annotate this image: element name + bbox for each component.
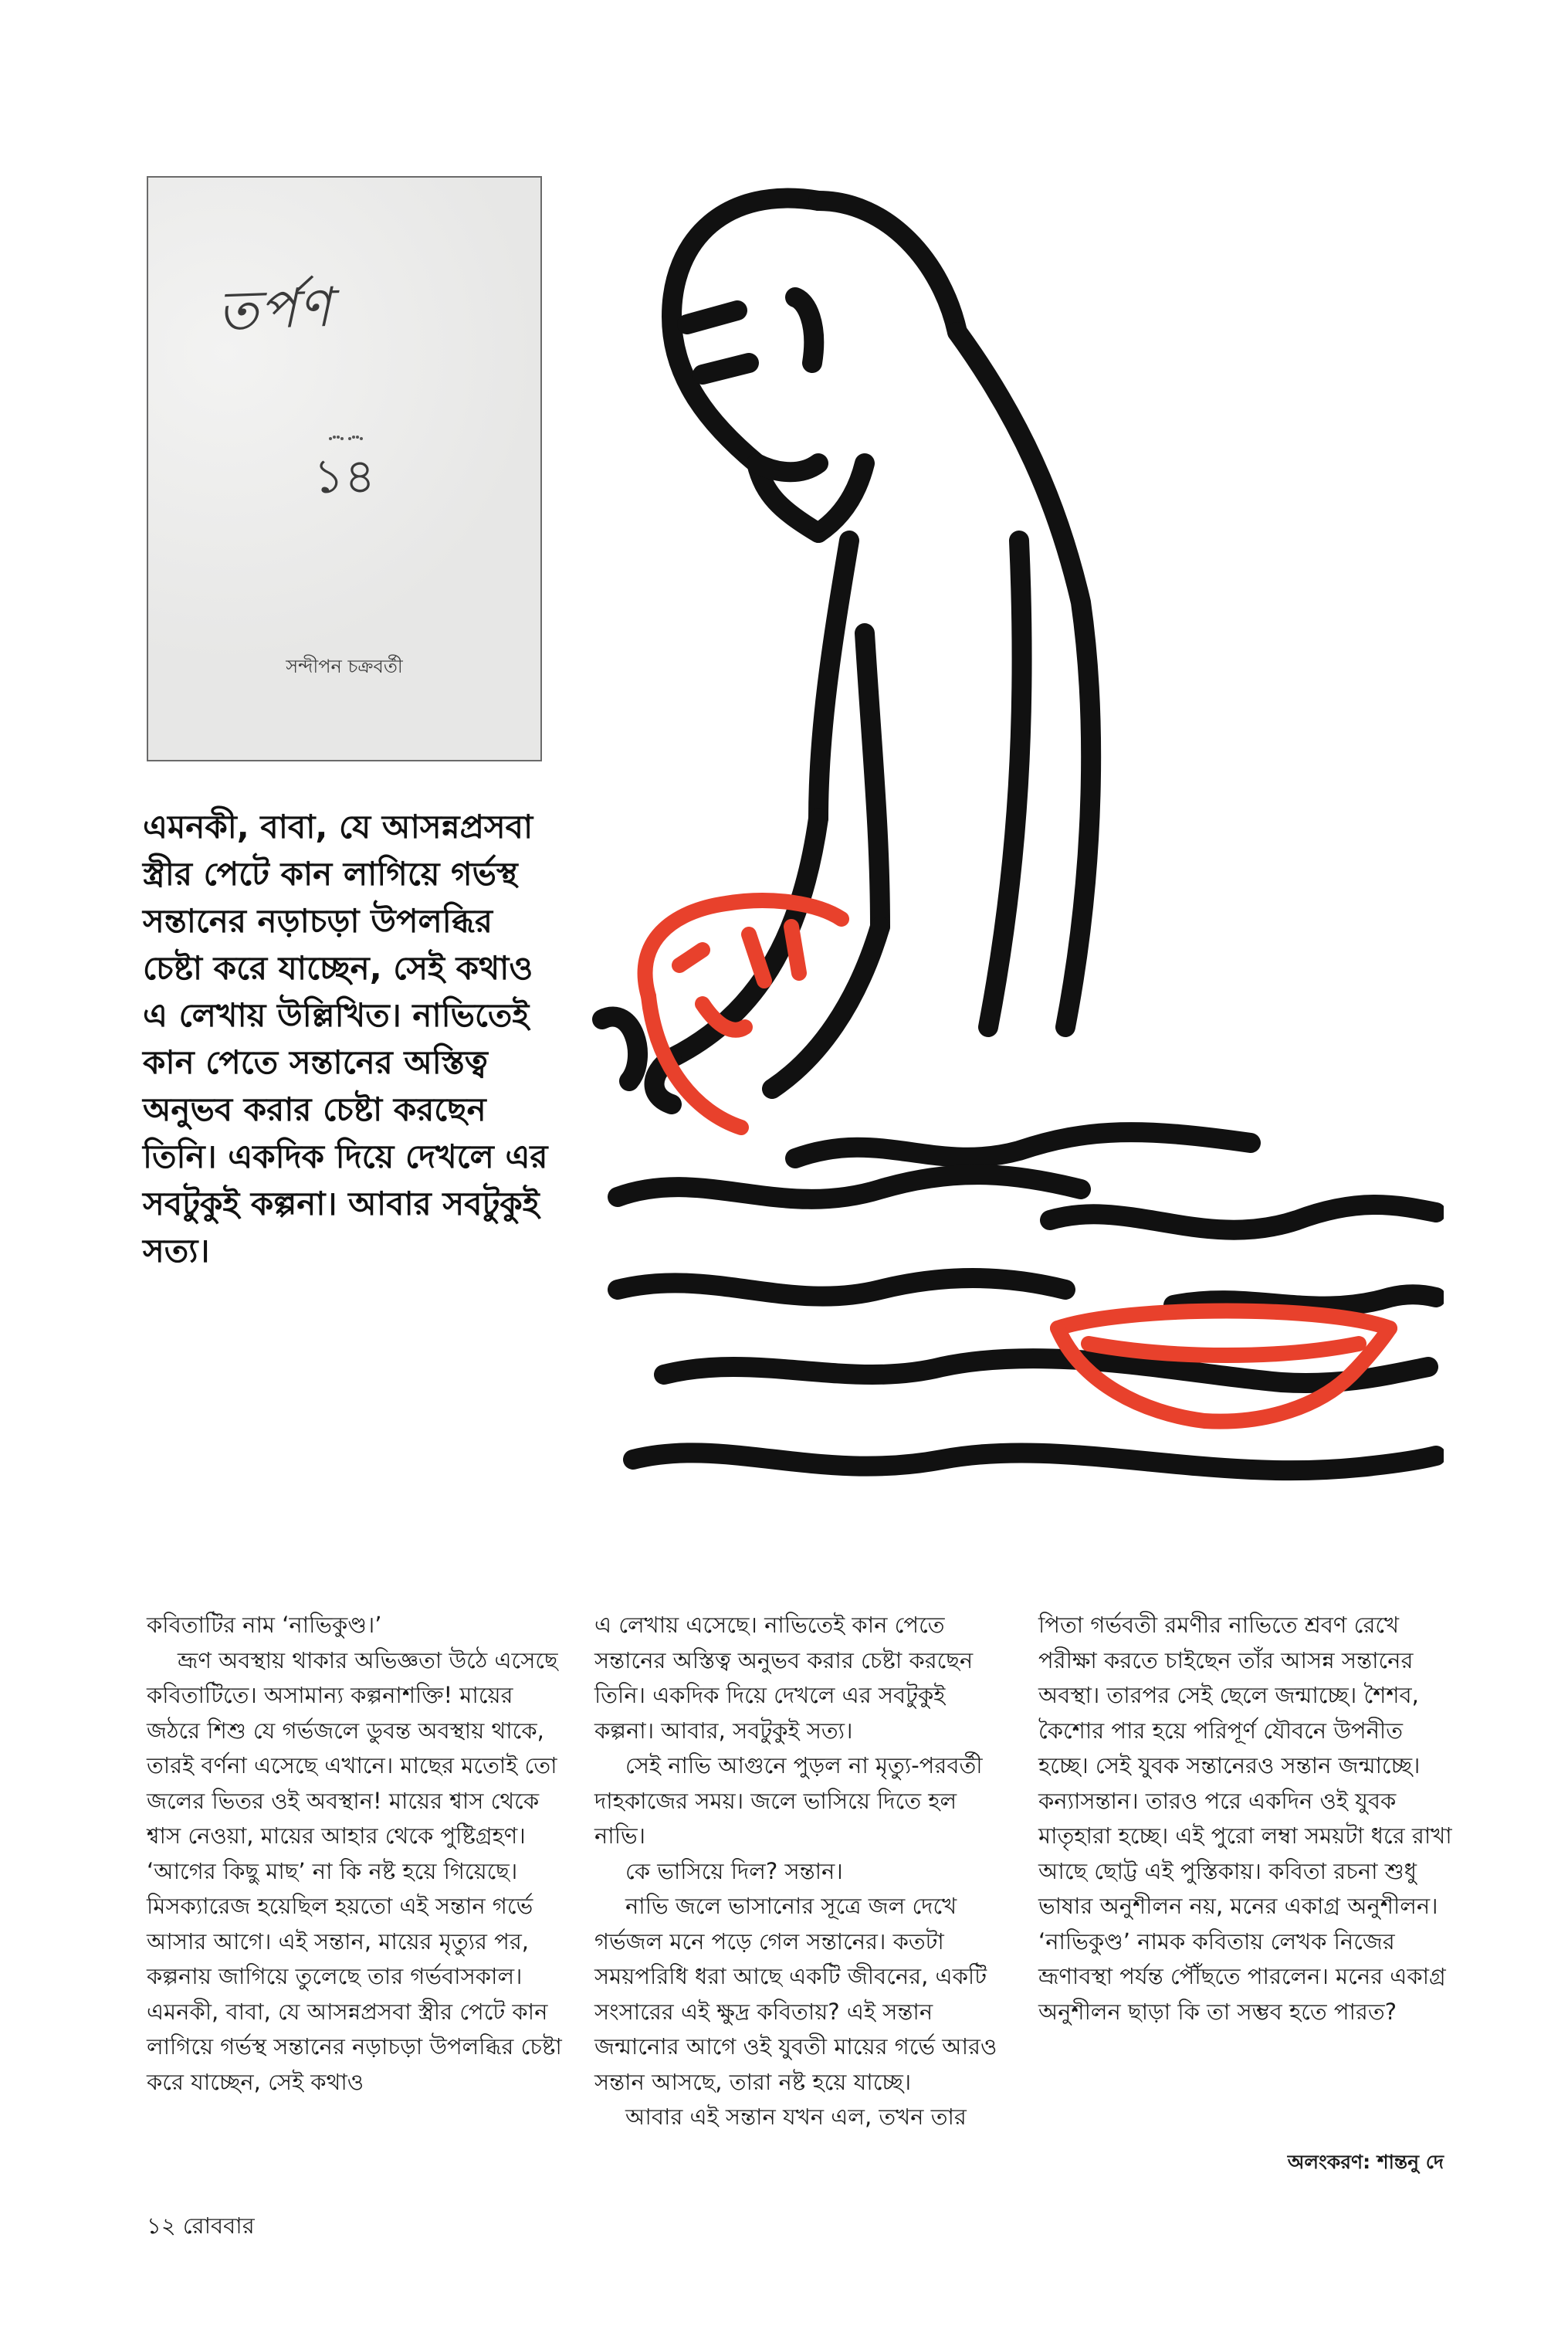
article-paragraph: ভ্রূণ অবস্থায় থাকার অভিজ্ঞতা উঠে এসেছে কবিতাটিতে। অসামান্য কল্পনাশক্তি! মায়ের জঠরে শিশু যে গর্ভজলে ডুবন্ত অবস্থায় থাকে, তারই বর্ণনা এসেছে এখানে। মাছের মতোই তো জলের ভিতর ওই অবস্থান! মায়ের শ্বাস থেকে শ্বাস নেওয়া, মায়ের আহার থেকে পুষ্টিগ্রহণ। ‘আগের কিছু মাছ’ না কি নষ্ট হয়ে গিয়েছে। মিসক্যারেজ হয়েছিল হয়তো এই সন্তান গর্ভে আসার আগে। এই সন্তান, মায়ের মৃত্যুর পর, কল্পনায় জাগিয়ে তুলেছে তার গর্ভবাসকাল। এমনকী, বাবা, যে আসন্নপ্রসবা স্ত্রীর পেটে কান লাগিয়ে গর্ভস্থ সন্তানের নড়াচড়া উপলব্ধির চেষ্টা করে যাচ্ছেন, সেই কথাও — [147, 1646, 562, 2095]
cover-author: সন্দীপন চক্রবর্তী — [286, 656, 403, 677]
article-paragraph: পিতা গর্ভবতী রমণীর নাভিতে শ্রবণ রেখে পরীক্ষা করতে চাইছেন তাঁর আসন্ন সন্তানের অবস্থা। তারপর সেই ছেলে জন্মাচ্ছে। শৈশব, কৈশোর পার হয়ে পরিপূর্ণ যৌবনে উপনীত হচ্ছে। সেই যুবক সন্তানেরও সন্তান জন্মাচ্ছে। কন্যাসন্তান। তারও পরে একদিন ওই যুবক মাতৃহারা হচ্ছে। এই পুরো লম্বা সময়টা ধরে রাখা আছে ছোট্ট এই পুস্তিকায়। কবিতা রচনা শুধু ভাষার অনুশীলন নয়, মনের একাগ্র অনুশীলন। ‘নাভিকুণ্ড’ নামক কবিতায় লেখক নিজের ভ্রূণাবস্থা পর্যন্ত পৌঁছতে পারলেন। মনের একাগ্র অনুশীলন ছাড়া কি তা সম্ভব হতে পারত? — [1038, 1612, 1452, 2025]
cover-number: ১৪ — [313, 448, 376, 504]
pull-quote: এমনকী, বাবা, যে আসন্নপ্রসবা স্ত্রীর পেটে কান লাগিয়ে গর্ভস্থ সন্তানের নড়াচড়া উপলব্ধির চেষ্টা করে যাচ্ছেন, সেই কথাও এ লেখায় উল্লিখিত। নাভিতেই কান পেতে সন্তানের অস্তিত্ব অনুভব করার চেষ্টা করছেন তিনি। একদিক দিয়ে দেখলে এর সবটুকুই কল্পনা। আবার সবটুকুই সত্য। — [143, 808, 548, 1270]
article-paragraph: নাভি জলে ভাসানোর সূত্রে জল দেখে গর্ভজল মনে পড়ে গেল সন্তানের। কতটা সময়পরিধি ধরা আছে একটি জীবনের, একটি সংসারের এই ক্ষুদ্র কবিতায়? এই সন্তান জন্মানোর আগে ওই যুবতী মায়ের গর্ভে আরও সন্তান আসছে, তারা নষ্ট হয়ে যাচ্ছে। — [594, 1893, 997, 2095]
cover-title: তর্পণ — [216, 275, 334, 343]
article-paragraph: কবিতাটির নাম ‘নাভিকুণ্ড।’ — [147, 1612, 382, 1638]
illustration-credit: অলংকরণ: শান্তনু দে — [1287, 2151, 1444, 2173]
water-waves — [618, 1132, 1436, 1470]
article-paragraph: এ লেখায় এসেছে। নাভিতেই কান পেতে সন্তানের অস্তিত্ব অনুভব করার চেষ্টা করছেন তিনি। একদিক দিয়ে দেখলে এর সবটুকুই কল্পনা। আবার, সবটুকুই সত্য। — [594, 1612, 974, 1744]
illustration-father-holding-child — [587, 170, 1444, 1544]
article-paragraph: কে ভাসিয়ে দিল? সন্তান। — [625, 1857, 843, 1884]
article-column-2 — [594, 1608, 1011, 2135]
article-column-1 — [147, 1608, 564, 2100]
footprints-icon — [327, 434, 364, 449]
book-cover — [147, 176, 542, 761]
article-paragraph: সেই নাভি আগুনে পুড়ল না মৃত্যু-পরবর্তী দাহকাজের সময়। জলে ভাসিয়ে দিতে হল নাভি। — [594, 1752, 983, 1849]
article-column-3 — [1038, 1608, 1455, 2029]
page-folio: ১২ রোববার — [147, 2212, 255, 2239]
article-paragraph: আবার এই সন্তান যখন এল, তখন তার — [625, 2104, 967, 2130]
